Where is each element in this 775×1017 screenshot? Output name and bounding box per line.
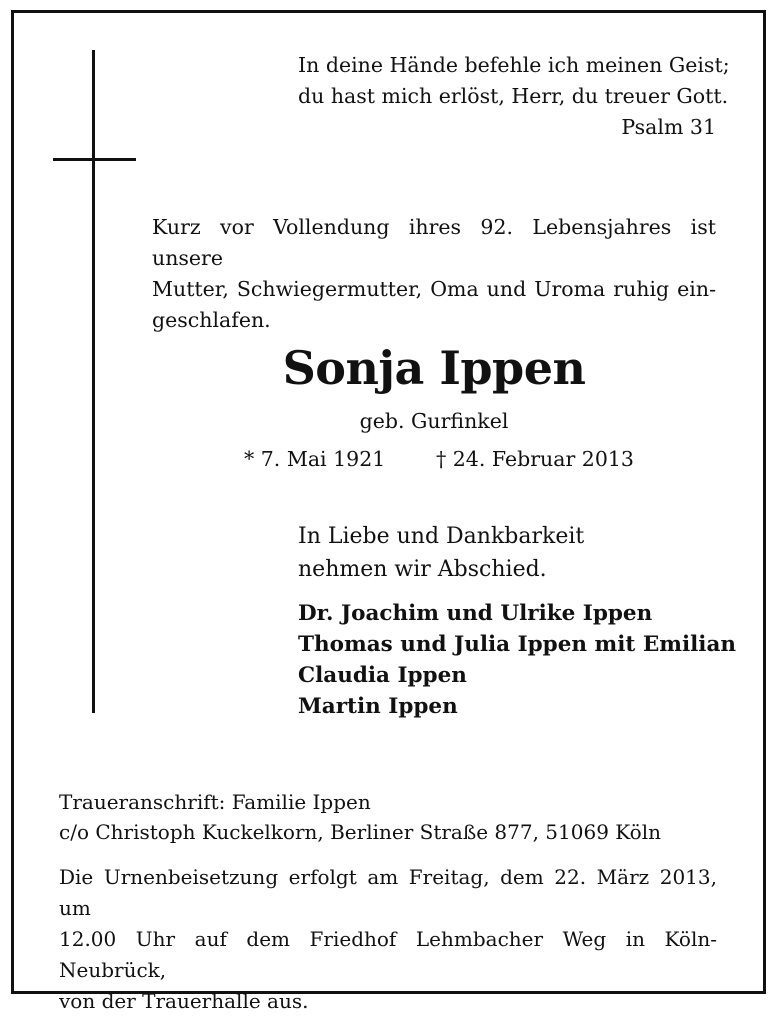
burial-line: 12.00 Uhr auf dem Friedhof Lehmbacher Weg in Köln-Neubrück, — [59, 927, 717, 982]
deceased-name: Sonja Ippen — [282, 341, 586, 395]
psalm-line: In deine Hände befehle ich meinen Geist; — [298, 53, 730, 77]
intro-line: geschlafen. — [152, 308, 271, 332]
family-member: Claudia Ippen — [298, 663, 467, 688]
psalm-reference: Psalm 31 — [621, 115, 716, 139]
mourning-address — [59, 787, 661, 847]
psalm-line: du hast mich erlöst, Herr, du treuer Gott. — [298, 84, 729, 108]
death-date: † 24. Februar 2013 — [436, 447, 634, 471]
address-line: c/o Christoph Kuckelkorn, Berliner Straße 877, 51069 Köln — [59, 820, 662, 844]
family-member: Dr. Joachim und Ulrike Ippen — [298, 601, 653, 626]
address-line: Traueranschrift: Familie Ippen — [59, 790, 371, 814]
burial-notice — [59, 862, 717, 1017]
burial-line: von der Trauerhalle aus. — [59, 989, 309, 1013]
intro-text — [152, 212, 716, 336]
intro-line: Kurz vor Vollendung ihres 92. Lebensjahres ist unsere — [152, 215, 716, 270]
farewell-line: In Liebe und Dankbarkeit — [298, 524, 585, 549]
family-member: Thomas und Julia Ippen mit Emilian — [298, 632, 737, 657]
birth-date: * 7. Mai 1921 — [244, 447, 386, 471]
maiden-name: geb. Gurfinkel — [359, 409, 509, 433]
family-list — [298, 598, 736, 722]
burial-line: Die Urnenbeisetzung erfolgt am Freitag, dem 22. März 2013, um — [59, 865, 717, 920]
farewell-text — [298, 520, 584, 586]
family-member: Martin Ippen — [298, 694, 458, 719]
intro-line: Mutter, Schwiegermutter, Oma und Uroma ruhig ein- — [152, 277, 716, 301]
psalm-quote — [298, 50, 730, 143]
cross-icon — [92, 50, 95, 713]
farewell-line: nehmen wir Abschied. — [298, 557, 547, 582]
cross-icon-bar — [53, 158, 136, 161]
